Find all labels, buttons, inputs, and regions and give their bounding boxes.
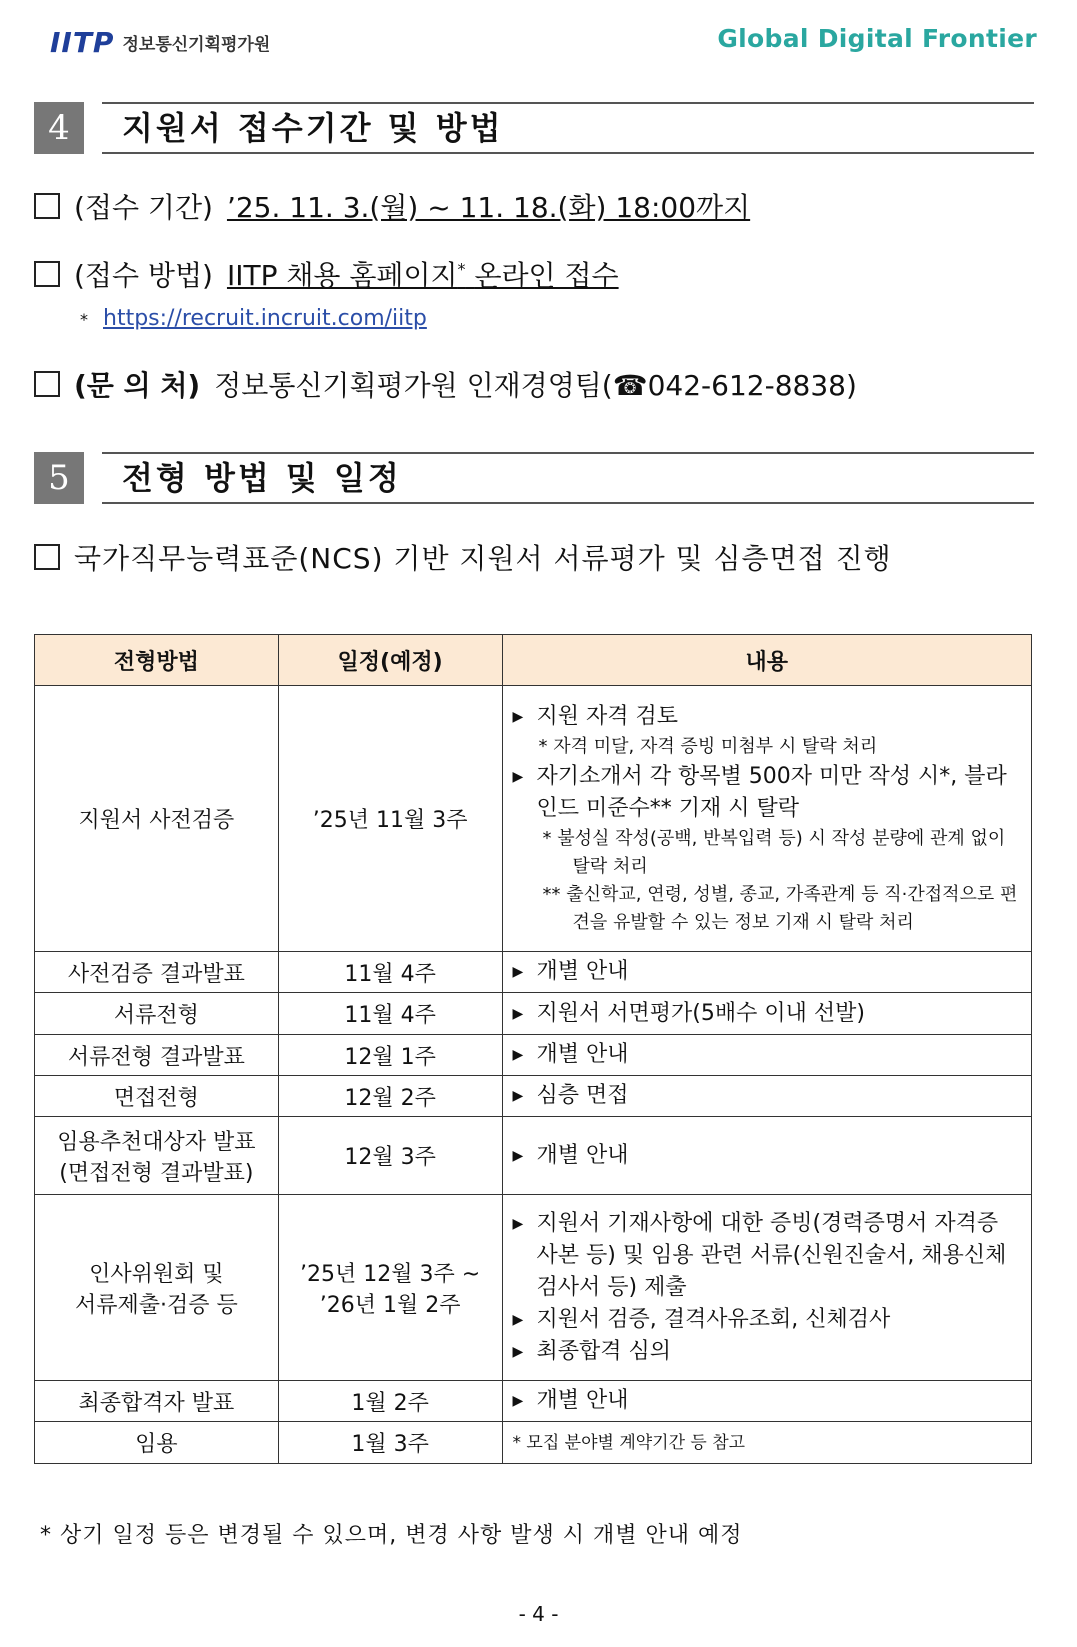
schedule-cell: 11월 4주: [278, 952, 502, 993]
section-5-header: [34, 452, 1034, 504]
bullet-note: ** 출신학교, 연령, 성별, 종교, 가족관계 등 직·간접적으로 편견을 유발할 수 있는 정보 기재 시 탈락 처리: [542, 883, 1018, 933]
table-row: [35, 1117, 1032, 1195]
schedule-cell: 12월 1주: [278, 1035, 502, 1076]
checkbox-square-icon: [34, 544, 60, 570]
bullet-item: ▶ 지원 자격 검토: [513, 701, 1022, 733]
table-row: [35, 1422, 1032, 1464]
contact-value: 정보통신기획평가원 인재경영팀(☎042-612-8838): [214, 369, 857, 402]
contact-item: [34, 364, 857, 404]
logo-mark: IITP: [50, 26, 115, 59]
table-row: [35, 1195, 1032, 1381]
table-row: [35, 993, 1032, 1035]
bullet-item: ▶ 지원서 검증, 결격사유조회, 신체검사: [513, 1304, 1022, 1336]
stage-cell: 최종합격자 발표: [35, 1381, 279, 1422]
section-title: 전형 방법 및 일정: [122, 459, 402, 497]
method-item: [34, 254, 619, 294]
table-row: [35, 1381, 1032, 1422]
recruit-link[interactable]: https://recruit.incruit.com/iitp: [103, 306, 427, 331]
table-row: [35, 952, 1032, 993]
intro-item: [34, 537, 892, 577]
period-label: (접수 기간): [74, 191, 213, 224]
bullet-item: ▶ 지원서 기재사항에 대한 증빙(경력증명서 자격증 사본 등) 및 임용 관련 서류(신원진술서, 채용신체검사서 등) 제출: [513, 1208, 1022, 1304]
stage-cell: 임용: [35, 1422, 279, 1464]
content-cell: [502, 686, 1032, 952]
checkbox-square-icon: [34, 371, 60, 397]
method-star: *: [457, 259, 466, 279]
content-note: * 모집 분야별 계약기간 등 참고: [512, 1433, 746, 1453]
checkbox-square-icon: [34, 193, 60, 219]
schedule-cell: ’25년 11월 3주: [278, 686, 502, 952]
bullet-item: ▶ 개별 안내: [513, 956, 1022, 988]
table-header: 내용: [502, 635, 1032, 686]
footnote: * 상기 일정 등은 변경될 수 있으며, 변경 사항 발생 시 개별 안내 예정: [40, 1523, 743, 1548]
stage-cell: 인사위원회 및 서류제출·검증 등: [35, 1195, 279, 1381]
slogan: Global Digital Frontier: [717, 24, 1037, 53]
method-suffix: 온라인 접수: [474, 259, 619, 292]
schedule-cell: ’25년 12월 3주 ~ ’26년 1월 2주: [278, 1195, 502, 1381]
stage-cell: 서류전형 결과발표: [35, 1035, 279, 1076]
method-value: IITP 채용 홈페이지: [226, 259, 458, 292]
bullet-item: ▶ 지원서 서면평가(5배수 이내 선발): [513, 998, 1022, 1030]
table-header: 일정(예정): [278, 635, 502, 686]
checkbox-square-icon: [34, 261, 60, 287]
schedule-cell: 1월 3주: [278, 1422, 502, 1464]
schedule-cell: 12월 3주: [278, 1117, 502, 1195]
schedule-cell: 1월 2주: [278, 1381, 502, 1422]
period-value: ’25. 11. 3.(월) ~ 11. 18.(화) 18:00까지: [226, 191, 751, 224]
stage-cell: 서류전형: [35, 993, 279, 1035]
method-note: * https://recruit.incruit.com/iitp: [80, 306, 427, 331]
section-4-header: [34, 102, 1034, 154]
bullet-note: * 불성실 작성(공백, 반복입력 등) 시 작성 분량에 관계 없이 탈락 처리: [542, 827, 1006, 877]
table-header-row: [35, 635, 1032, 686]
stage-cell: 지원서 사전검증: [35, 686, 279, 952]
bullet-item: ▶ 개별 안내: [513, 1385, 1022, 1417]
logo-name: 정보통신기획평가원: [122, 35, 271, 55]
iitp-logo: [50, 26, 270, 59]
contact-label: (문 의 처): [74, 369, 201, 402]
stage-cell: 임용추천대상자 발표 (면접전형 결과발표): [35, 1117, 279, 1195]
page-number: - 4 -: [518, 1602, 559, 1626]
schedule-table: [34, 634, 1032, 1464]
bullet-item: ▶ 자기소개서 각 항목별 500자 미만 작성 시*, 블라인드 미준수** 기재 시 탈락: [513, 761, 1022, 825]
content-cell: [502, 1195, 1032, 1381]
bullet-item: ▶ 최종합격 심의: [513, 1336, 1022, 1368]
method-label: (접수 방법): [74, 259, 213, 292]
bullet-item: ▶ 개별 안내: [513, 1140, 1022, 1172]
section-number: 4: [34, 102, 84, 154]
schedule-cell: 11월 4주: [278, 993, 502, 1035]
bullet-note: * 자격 미달, 자격 증빙 미첨부 시 탈락 처리: [538, 735, 878, 757]
period-item: [34, 186, 750, 226]
section-title: 지원서 접수기간 및 방법: [122, 109, 504, 147]
table-header: 전형방법: [35, 635, 279, 686]
stage-cell: 사전검증 결과발표: [35, 952, 279, 993]
table-row: [35, 1076, 1032, 1117]
stage-cell: 면접전형: [35, 1076, 279, 1117]
bullet-item: ▶ 심층 면접: [513, 1080, 1022, 1112]
table-row: [35, 1035, 1032, 1076]
section-number: 5: [34, 452, 84, 504]
intro-text: 국가직무능력표준(NCS) 기반 지원서 서류평가 및 심층면접 진행: [74, 542, 892, 575]
table-row: [35, 686, 1032, 952]
bullet-item: ▶ 개별 안내: [513, 1039, 1022, 1071]
schedule-cell: 12월 2주: [278, 1076, 502, 1117]
